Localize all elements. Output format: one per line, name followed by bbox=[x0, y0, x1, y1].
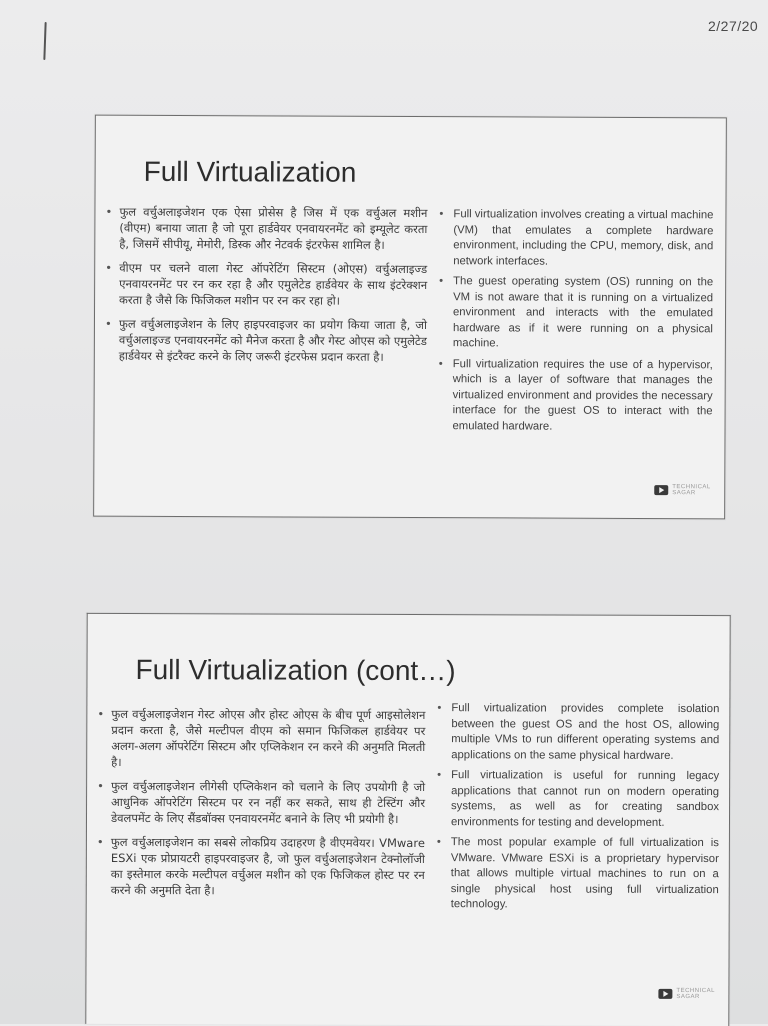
slide-title: Full Virtualization bbox=[143, 155, 357, 188]
english-bullet-list bbox=[438, 207, 713, 440]
english-bullet: • The most popular example of full virtualization is VMware. VMware ESXi is a proprietary hypervisor that allows multiple virtual machines to run on a single physical host using full virtualization technology. bbox=[437, 835, 719, 913]
logo-text: TECHNICAL SAGAR bbox=[676, 987, 715, 1001]
hindi-bullet: • फुल वर्चुअलाइजेशन गेस्ट ओएस और होस्ट ओएस के बीच पूर्ण आइसोलेशन प्रदान करता है, जैसे मल्टीपल वीएम को समान फिजिकल हार्डवेयर पर अलग-अलग ऑपरेटिंग सिस्टम और एप्लिकेशन रन करने की अनुमति मिलती है। bbox=[97, 706, 425, 771]
slide-title: Full Virtualization (cont…) bbox=[135, 654, 456, 687]
hindi-bullet: • फुल वर्चुअलाइजेशन का सबसे लोकप्रिय उदाहरण है वीएमवेयर। VMware ESXi एक प्रोप्रायटरी हाइपरवाइजर है, जो फुल वर्चुअलाइजेशन टेक्नोलॉजी का इस्तेमाल करके मल्टीपल वर्चुअल मशीन को एक फिजिकल होस्ट पर रन करने की अनुमति देता है। bbox=[97, 834, 425, 899]
english-bullet-list bbox=[437, 701, 720, 918]
english-bullet: • Full virtualization is useful for running legacy applications that cannot run on modern operating systems, as well as for creating sandbox environments for testing and development. bbox=[437, 768, 719, 831]
hindi-bullet: • फुल वर्चुअलाइजेशन के लिए हाइपरवाइजर का प्रयोग किया जाता है, जो वर्चुअलाइज्ड एनवायरनमेंट को मैनेज करता है और गेस्ट ओएस को एमुलेटेड हार्डवेयर से इंटरैक्ट करने के लिए जरूरी इंटरफेस प्रदान करता है। bbox=[105, 316, 427, 365]
print-date: 2/27/20 bbox=[708, 18, 759, 34]
margin-pen-mark bbox=[43, 22, 46, 60]
english-bullet: • Full virtualization requires the use of a hypervisor, which is a layer of software that manages the virtualized environment and provides the necessary interface for the guest OS to interact with the emulated hardware. bbox=[438, 357, 712, 436]
english-bullet: • Full virtualization provides complete isolation between the guest OS and the host OS, allowing multiple VMs to run different operating systems and applications on the same physical hardware. bbox=[437, 701, 719, 764]
english-bullet: • Full virtualization involves creating a virtual machine (VM) that emulates a complete hardware environment, including the CPU, memory, disk, and network interfaces. bbox=[439, 207, 713, 270]
hindi-bullet-list bbox=[97, 706, 426, 907]
channel-logo bbox=[654, 484, 711, 497]
slide-full-virtualization bbox=[93, 115, 727, 520]
slide-full-virtualization-cont bbox=[85, 613, 730, 1026]
play-icon bbox=[658, 989, 672, 999]
hindi-bullet-list bbox=[105, 204, 428, 373]
english-bullet: • The guest operating system (OS) running on the VM is not aware that it is running on a virtualized environment and interacts with the emulated hardware as if it were running on a physical machine. bbox=[439, 274, 713, 353]
hindi-bullet: • वीएम पर चलने वाला गेस्ट ऑपरेटिंग सिस्टम (ओएस) वर्चुअलाइज्ड एनवायरनमेंट पर रन कर रहा है और एमुलेटेड हार्डवेयर के साथ इंटरेक्शन करता है जैसे कि फिजिकल मशीन पर रन कर रहा हो। bbox=[105, 260, 427, 309]
hindi-bullet: • फुल वर्चुअलाइजेशन लीगेसी एप्लिकेशन को चलाने के लिए उपयोगी है जो आधुनिक ऑपरेटिंग सिस्टम पर रन नहीं कर सकते, साथ ही टेस्टिंग और डेवलपमेंट के लिए सैंडबॉक्स एनवायरनमेंट बनाने के लिए भी प्रयोगी है। bbox=[97, 778, 425, 827]
logo-text: TECHNICAL SAGAR bbox=[672, 484, 711, 497]
channel-logo bbox=[658, 987, 715, 1001]
hindi-bullet: • फुल वर्चुअलाइजेशन एक ऐसा प्रोसेस है जिस में एक वर्चुअल मशीन (वीएम) बनाया जाता है जो पूरा हार्डवेयर एनवायरनमेंट को इम्यूलेट करता है, जिसमें सीपीयू, मेमोरी, डिस्क और नेटवर्क इंटरफेस शामिल है। bbox=[105, 204, 427, 253]
play-icon bbox=[654, 485, 668, 495]
